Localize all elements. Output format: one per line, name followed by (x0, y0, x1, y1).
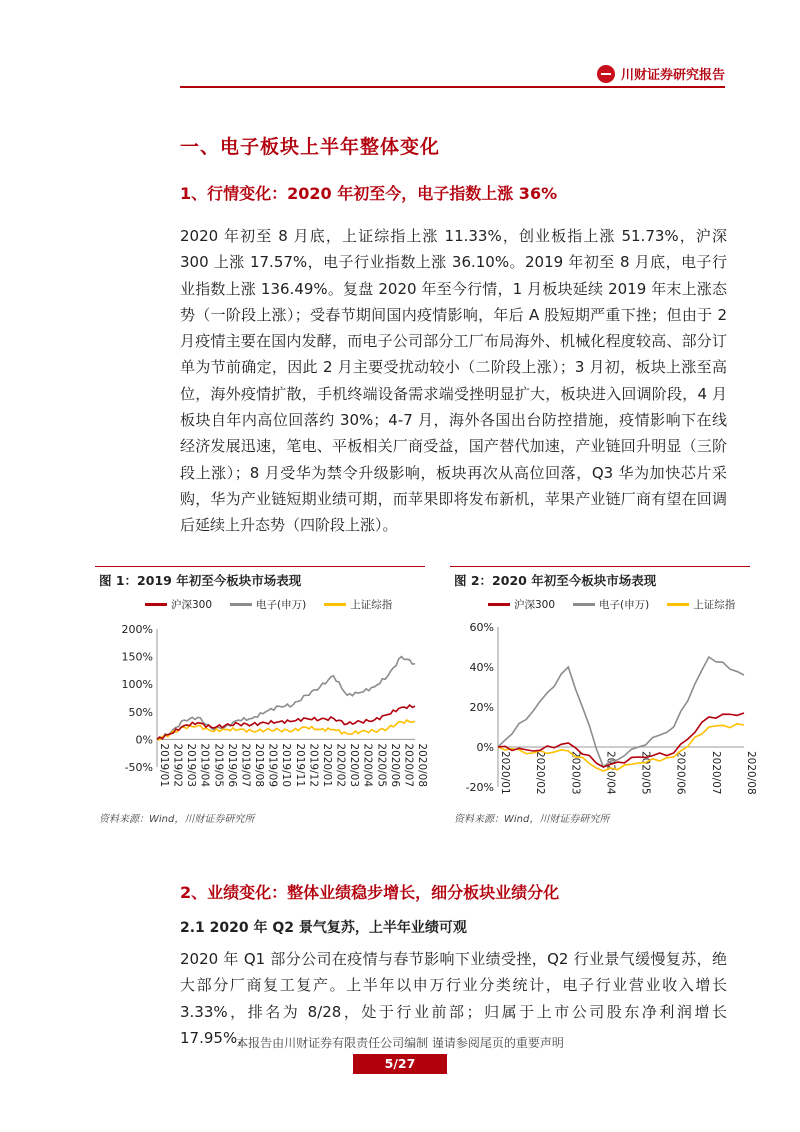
figure-1-legend (145, 597, 392, 612)
x-tick-label: 2019/12 (307, 743, 320, 788)
x-tick-label: 2019/08 (253, 743, 266, 788)
legend-swatch (230, 603, 252, 606)
chart-1 (95, 617, 428, 807)
x-tick-label: 2020/05 (639, 751, 652, 795)
x-tick-label: 2020/07 (402, 743, 415, 788)
legend-label: 电子(申万) (256, 599, 307, 611)
body-paragraph (180, 223, 727, 539)
chart-2 (450, 617, 757, 807)
x-tick-label: 2019/10 (280, 743, 293, 788)
paragraph-text: 2020 年 Q1 部分公司在疫情与春节影响下业绩受挫，Q2 行业景气缓慢复苏，绝大部分厂商复工复产。上半年以申万行业分类统计，电子行业营业收入增长 3.33%，排名为 8/28，处于行业前部；归属于上市公司股东净利润增长 17.95%， (180, 950, 727, 1047)
y-tick-label: -20% (465, 781, 494, 794)
subsection-2-1-title: 2.1 2020 年 Q2 景气复苏，上半年业绩可观 (180, 920, 467, 936)
legend-item (145, 597, 212, 612)
legend-label: 上证综指 (693, 599, 736, 611)
x-tick-label: 2020/01 (499, 751, 511, 795)
y-tick-label: 20% (469, 701, 494, 714)
y-tick-label: 40% (469, 661, 494, 674)
legend-swatch (573, 603, 595, 606)
figure-2 (450, 566, 757, 825)
x-tick-label: 2020/07 (709, 751, 722, 795)
legend-label: 电子(申万) (599, 599, 650, 611)
x-tick-label: 2020/02 (334, 743, 347, 788)
y-tick-label: 0% (476, 741, 494, 754)
x-tick-label: 2020/05 (375, 743, 388, 788)
legend-swatch (324, 603, 346, 606)
figure-2-title: 图 2：2020 年初至今板块市场表现 (454, 573, 657, 588)
brand-header (597, 64, 725, 83)
figure-1-title: 图 1：2019 年初至今板块市场表现 (99, 573, 302, 588)
x-tick-label: 2019/05 (212, 743, 225, 788)
y-tick-label: 0% (135, 733, 153, 747)
x-tick-label: 2020/04 (604, 751, 617, 795)
legend-label: 沪深300 (514, 599, 556, 611)
x-tick-label: 2020/04 (361, 743, 374, 788)
y-tick-label: 50% (128, 705, 153, 719)
y-tick-label: -50% (124, 761, 153, 774)
x-tick-label: 2019/02 (171, 743, 184, 788)
legend-item (488, 597, 555, 612)
y-tick-label: 100% (121, 678, 153, 692)
y-tick-label: 150% (121, 650, 153, 664)
x-tick-label: 2020/03 (348, 743, 361, 788)
brand-name: 川财证券研究报告 (620, 68, 725, 83)
section-title: 一、电子板块上半年整体变化 (180, 136, 441, 158)
x-tick-label: 2019/03 (185, 743, 198, 788)
section-2-title: 2、业绩变化：整体业绩稳步增长，细分板块业绩分化 (180, 883, 560, 902)
x-tick-label: 2020/01 (320, 743, 333, 788)
x-tick-label: 2020/03 (569, 751, 582, 795)
legend-swatch (145, 603, 167, 606)
footer-disclaimer: 本报告由川财证券有限责任公司编制 谨请参阅尾页的重要声明 (236, 1036, 564, 1050)
figure-2-legend (488, 597, 735, 612)
paragraph-text: 2020 年初至 8 月底，上证综指上涨 11.33%，创业板指上涨 51.73%，沪深 300 上涨 17.57%，电子行业指数上涨 36.10%。2019 年初至 8 月底，电子行业指数上涨 136.49%。复盘 2020 年至今行情，1 月板块延续 2019 年末上涨态势（一阶段上涨）；受春节期间国内疫情影响，年后 A 股短期严重下挫；但由于 2 月疫情主要在国内发酵，而电子公司部分工厂布局海外、机械化程度较高、部分订单为节前确定，因此 2 月主要受扰动较小（二阶段上涨）；3 月初，板块上涨至高位，海外疫情扩散，手机终端设备需求端受挫明显扩大，板块进入回调阶段，4 月板块自年内高位回落约 30%；4-7 月，海外各国出台防控措施，疫情影响下在线经济发展迅速，笔电、平板相关厂商受益，国产替代加速，产业链回升明显（三阶段上涨）；8 月受华为禁令升级影响，板块再次从高位回落，Q3 华为加快芯片采购，华为产业链短期业绩可期，而苹果即将发布新机，苹果产业链厂商有望在回调后延续上升态势（四阶段上涨）。 (180, 227, 727, 535)
legend-item (230, 597, 306, 612)
series-line-hs300 (157, 705, 415, 739)
figure-1-source: 资料来源：Wind，川财证券研究所 (99, 814, 255, 825)
x-tick-label: 2020/02 (534, 751, 547, 795)
legend-item (573, 597, 649, 612)
x-tick-label: 2019/07 (239, 743, 252, 788)
x-tick-label: 2019/04 (198, 743, 211, 788)
x-tick-label: 2019/01 (158, 743, 170, 788)
page-number: 5/27 (353, 1054, 447, 1074)
legend-item (667, 597, 735, 612)
y-tick-label: 60% (469, 621, 494, 634)
header-rule (180, 86, 725, 88)
legend-label: 上证综指 (350, 599, 393, 611)
legend-swatch (667, 603, 689, 606)
figure-2-source: 资料来源：Wind，川财证券研究所 (454, 814, 610, 825)
x-tick-label: 2020/06 (388, 743, 401, 788)
y-tick-label: 200% (121, 623, 153, 636)
x-tick-label: 2019/06 (225, 743, 238, 788)
x-tick-label: 2020/08 (416, 743, 428, 788)
legend-swatch (488, 603, 510, 606)
subsection-title: 1、行情变化：2020 年初至今，电子指数上涨 36% (180, 184, 558, 203)
x-tick-label: 2020/08 (745, 751, 757, 795)
x-tick-label: 2019/09 (266, 743, 279, 788)
figure-1 (95, 566, 428, 825)
legend-item (324, 597, 392, 612)
x-tick-label: 2019/11 (293, 743, 306, 788)
brand-logo-icon (597, 65, 615, 83)
legend-label: 沪深300 (171, 599, 213, 611)
x-tick-label: 2020/06 (674, 751, 687, 795)
